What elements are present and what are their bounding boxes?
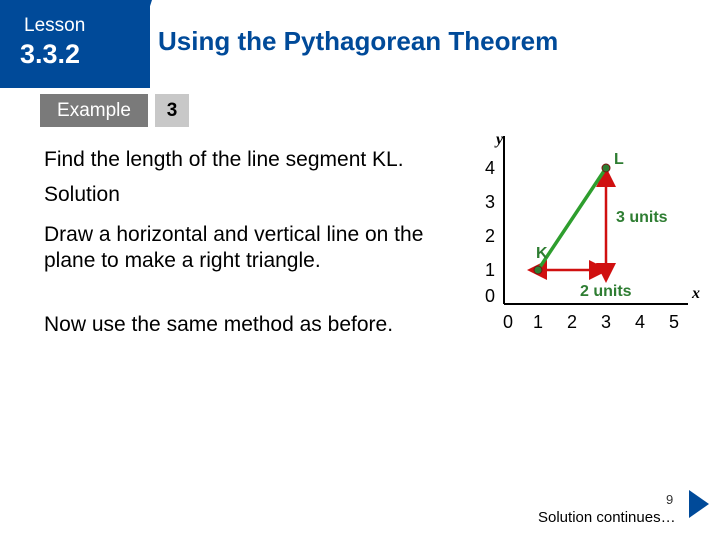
x-tick-label: 0 (502, 312, 514, 332)
problem-prompt: Find the length of the line segment KL. (44, 148, 404, 171)
lesson-label: Lesson (24, 15, 86, 36)
horizontal-leg-label: 2 units (580, 283, 632, 300)
point-L-label: L (614, 151, 624, 168)
example-tab: Example (40, 94, 148, 127)
vertical-leg-label: 3 units (616, 209, 668, 226)
solution-heading: Solution (44, 183, 120, 206)
example-number: 3 (155, 94, 189, 127)
x-tick-label: 1 (532, 312, 544, 332)
point-L (602, 164, 610, 172)
point-K (534, 266, 542, 274)
y-tick-label: 2 (484, 226, 496, 246)
x-tick-label: 5 (668, 312, 680, 332)
segment-KL (538, 168, 606, 270)
page-number: 9 (666, 492, 674, 507)
x-tick-label: 2 (566, 312, 578, 332)
lesson-number: 3.3.2 (20, 39, 81, 69)
solution-step-1: Draw a horizontal and vertical line on the plane to make a right triangle. (44, 223, 424, 272)
solution-step-2: Now use the same method as before. (44, 313, 394, 336)
y-tick-label: 1 (484, 260, 496, 280)
next-arrow-icon[interactable] (689, 490, 709, 518)
coordinate-graph (470, 128, 710, 338)
y-axis-label: y (496, 131, 504, 148)
x-tick-label: 4 (634, 312, 646, 332)
solution-continues-link[interactable]: Solution continues… (538, 509, 676, 526)
y-tick-label: 4 (484, 158, 496, 178)
y-tick-label: 3 (484, 192, 496, 212)
y-tick-label: 0 (484, 286, 496, 306)
page-title: Using the Pythagorean Theorem (158, 26, 559, 56)
point-K-label: K (536, 245, 548, 262)
x-axis-label: x (692, 285, 700, 302)
x-tick-label: 3 (600, 312, 612, 332)
